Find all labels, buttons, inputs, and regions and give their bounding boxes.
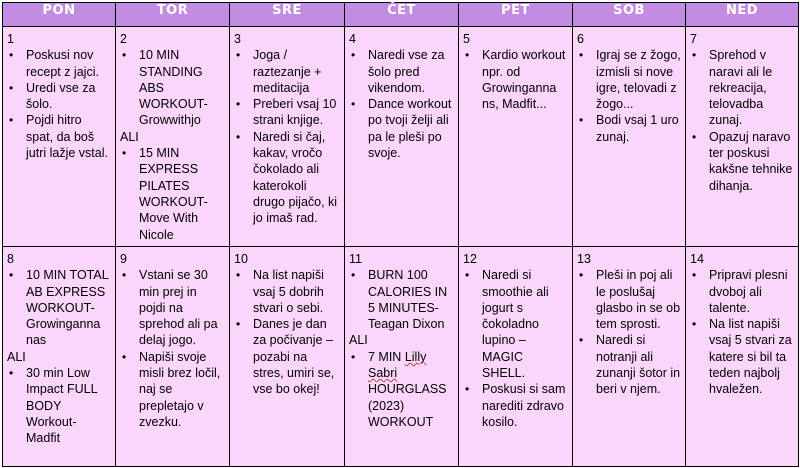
- activity-item: • Na list napiši vsaj 5 dobrih stvari o sebi.: [234, 267, 340, 316]
- activity-item: • 30 min Low Impact FULL BODY Workout- Madfit: [7, 365, 111, 446]
- activity-list: [577, 47, 681, 145]
- activity-item: • Na list napiši vsaj 5 stvari za katere si bil ta teden najbolj hvaležen.: [690, 316, 794, 397]
- day-number: 14: [690, 252, 704, 266]
- day-cell-5: [459, 27, 573, 247]
- header-tor: TOR: [116, 3, 230, 27]
- activity-list: [7, 365, 111, 446]
- day-number: 9: [120, 252, 127, 266]
- activity-item: • Pripravi plesni dvoboj ali talente.: [690, 267, 794, 316]
- activity-item: • Bodi vsaj 1 uro zunaj.: [577, 112, 681, 145]
- alternative-separator: ALI: [349, 333, 368, 348]
- activity-list: [234, 47, 340, 226]
- week-row-2: [3, 247, 799, 467]
- day-cell-9: [116, 247, 230, 467]
- day-cell-10: [230, 247, 345, 467]
- activity-list: [463, 267, 568, 430]
- day-number: 13: [577, 252, 591, 266]
- day-number: 10: [234, 252, 248, 266]
- day-number: 8: [7, 252, 14, 266]
- day-cell-14: [686, 247, 799, 467]
- day-cell-7: [686, 27, 799, 247]
- activity-item: • 7 MIN Lilly Sabri HOURGLASS (2023) WORKOUT: [349, 349, 454, 430]
- activity-item: • BURN 100 CALORIES IN 5 MINUTES- Teagan Dixon: [349, 267, 454, 332]
- activity-item: • Kardio workout npr. od Growinganna ns, Madfit...: [463, 47, 568, 112]
- activity-item: • 10 MIN TOTAL AB EXPRESS WORKOUT- Growinganna nas: [7, 267, 111, 348]
- activity-list: [690, 267, 794, 397]
- activity-list: [7, 47, 111, 161]
- activity-list: [690, 47, 794, 194]
- activity-item: • Dance workout po tvoji želji ali pa le pleši po svoje.: [349, 96, 454, 161]
- activity-list: [234, 267, 340, 397]
- calendar-body: [3, 27, 799, 467]
- alternative-separator: ALI: [7, 349, 26, 364]
- day-number: 5: [463, 32, 470, 46]
- day-cell-11: [345, 247, 459, 467]
- activity-item: • Poskusi si sam narediti zdravo kosilo.: [463, 381, 568, 430]
- day-number: 4: [349, 32, 356, 46]
- activity-item: • Napiši svoje misli brez ločil, naj se prepletajo v zvezku.: [120, 349, 225, 430]
- activity-item: • Naredi si notranji ali zunanji šotor in beri v njem.: [577, 332, 681, 397]
- day-cell-12: [459, 247, 573, 467]
- activity-item: • Uredi vse za šolo.: [7, 80, 111, 113]
- activity-list: [349, 267, 454, 332]
- day-cell-6: [573, 27, 686, 247]
- activity-item: • Naredi si smoothie ali jogurt s čokoladno lupino – MAGIC SHELL.: [463, 267, 568, 381]
- activity-list: [120, 47, 225, 128]
- day-number: 7: [690, 32, 697, 46]
- activity-item: • Sprehod v naravi ali le rekreacija, telovadba zunaj.: [690, 47, 794, 128]
- activity-list: [349, 47, 454, 161]
- activity-list: [120, 267, 225, 430]
- activity-item: • Vstani se 30 min prej in pojdi na sprehod ali pa delaj jogo.: [120, 267, 225, 348]
- activity-item: • Danes je dan za počivanje – pozabi na stres, umiri se, vse bo okej!: [234, 316, 340, 397]
- header-pet: PET: [459, 3, 573, 27]
- week-row-1: [3, 27, 799, 247]
- activity-item: • Opazuj naravo ter poskusi kakšne tehnike dihanja.: [690, 129, 794, 194]
- activity-item: • Pleši in poj ali le poslušaj glasbo in se ob tem sprosti.: [577, 267, 681, 332]
- day-number: 1: [7, 32, 14, 46]
- day-number: 12: [463, 252, 477, 266]
- header-cet: ČET: [345, 3, 459, 27]
- activity-list: [7, 267, 111, 348]
- day-cell-13: [573, 247, 686, 467]
- activity-item: • Naredi si čaj, kakav, vročo čokolado ali katerokoli drugo pijačo, ki jo imaš rad.: [234, 129, 340, 227]
- activity-item: • 15 MIN EXPRESS PILATES WORKOUT- Move With Nicole: [120, 145, 225, 243]
- activity-item: • Poskusi nov recept z jajci.: [7, 47, 111, 80]
- day-cell-4: [345, 27, 459, 247]
- activity-item: • Naredi vse za šolo pred vikendom.: [349, 47, 454, 96]
- activity-item: • Preberi vsaj 10 strani knjige.: [234, 96, 340, 129]
- day-cell-1: [3, 27, 116, 247]
- activity-list: [463, 47, 568, 112]
- header-ned: NED: [686, 3, 799, 27]
- day-number: 2: [120, 32, 127, 46]
- day-number: 3: [234, 32, 241, 46]
- alternative-separator: ALI: [120, 129, 139, 144]
- header-sre: SRE: [230, 3, 345, 27]
- header-pon: PON: [3, 3, 116, 27]
- activity-list: [120, 145, 225, 243]
- challenge-calendar: [2, 2, 799, 467]
- activity-item: • Igraj se z žogo, izmisli si nove igre, telovadi z žogo...: [577, 47, 681, 112]
- day-cell-3: [230, 27, 345, 247]
- activity-list: [577, 267, 681, 397]
- weekday-header-row: [3, 3, 799, 27]
- activity-list: [349, 349, 454, 430]
- day-cell-8: [3, 247, 116, 467]
- activity-item: • Pojdi hitro spat, da boš jutri lažje vstal.: [7, 112, 111, 161]
- header-sob: SOB: [573, 3, 686, 27]
- day-number: 6: [577, 32, 584, 46]
- activity-item: • 10 MIN STANDING ABS WORKOUT- Growwithjo: [120, 47, 225, 128]
- day-cell-2: [116, 27, 230, 247]
- activity-item: • Joga / raztezanje + meditacija: [234, 47, 340, 96]
- day-number: 11: [349, 252, 362, 266]
